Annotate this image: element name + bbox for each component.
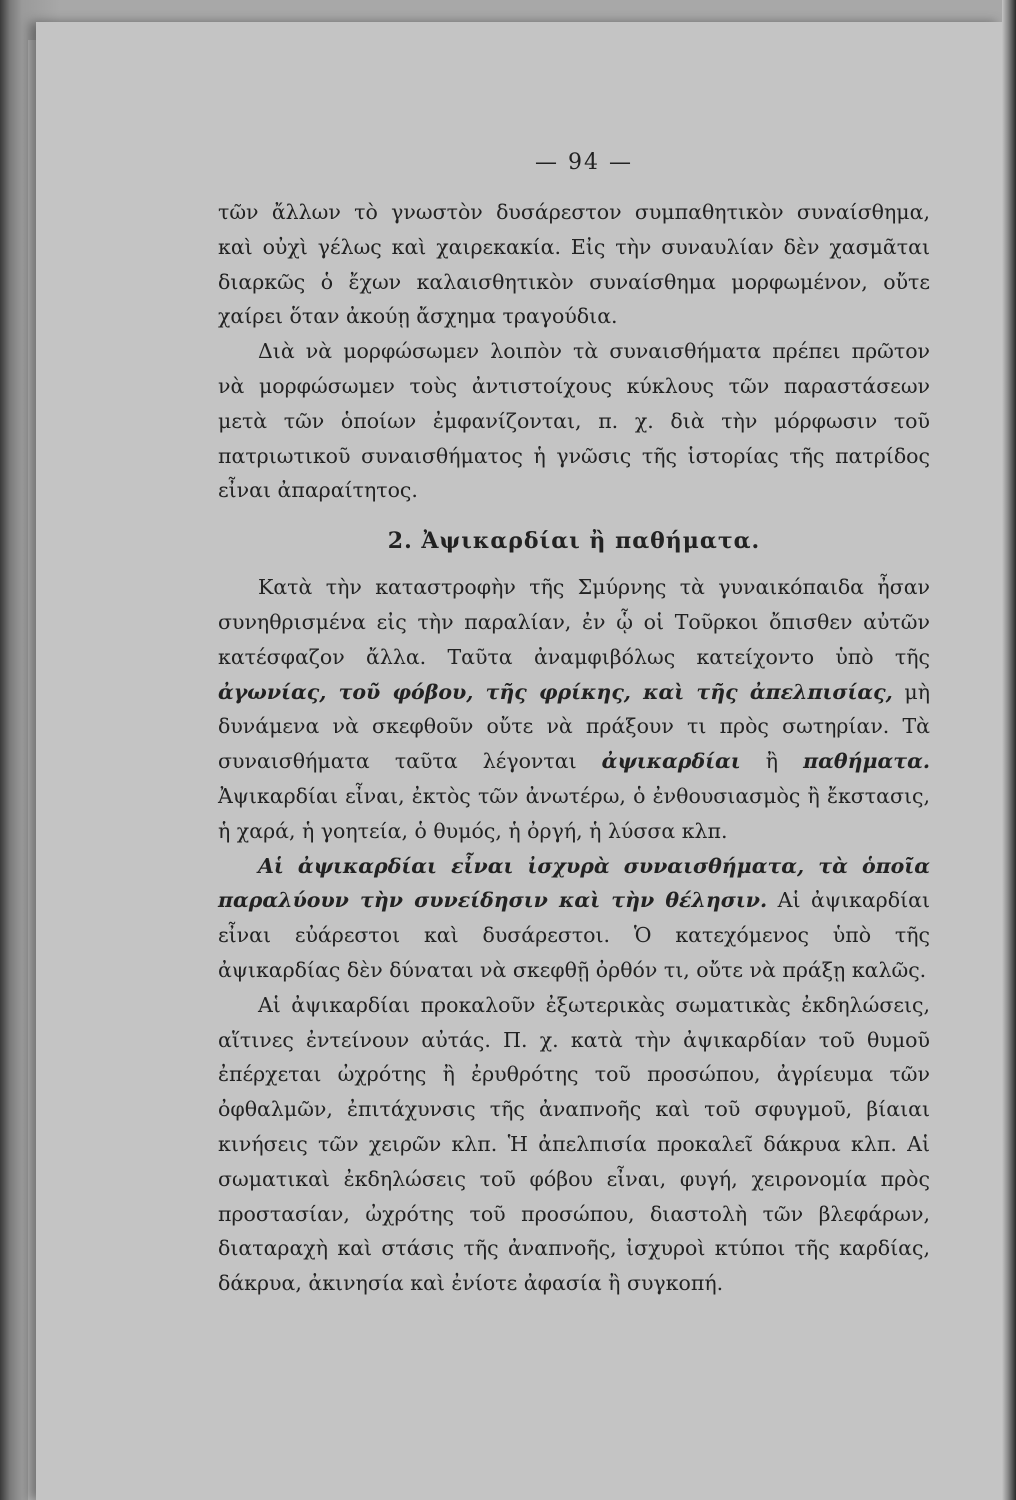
paragraph-4 [218,849,930,988]
paragraph-3-text-1: Κατὰ τὴν καταστροφὴν τῆς Σμύρνης τὰ γυναικόπαιδα ἦσαν συνηθρισμένα εἰς τὴν παραλίαν, ἐν ᾧ οἱ Τοῦρκοι ὄπισθεν αὐτῶν κατέσφαζον ἄλλα. Ταῦτα ἀναμφιβόλως κατείχοντο ὑπὸ τῆς [218,575,930,669]
paragraph-2: Διὰ νὰ μορφώσωμεν λοιπὸν τὰ συναισθήματα πρέπει πρῶτον νὰ μορφώσωμεν τοὺς ἀντιστοίχους κύκλους τῶν παραστάσεων μετὰ τῶν ὁποίων ἐμφανίζονται, π. χ. διὰ τὴν μόρφωσιν τοῦ πατριωτικοῦ συναισθήματος ἡ γνῶσις τῆς ἱστορίας τῆς πατρίδος εἶναι ἀπαραίτητος. [218,339,930,503]
paragraph-5: Αἱ ἀψικαρδίαι προκαλοῦν ἐξωτερικὰς σωματικὰς ἐκδηλώσεις, αἵτινες ἐντείνουν αὐτάς. Π. χ. κατὰ τὴν ἀψικαρδίαν τοῦ θυμοῦ ἐπέρχεται ὠχρότης ἢ ἐρυθρότης τοῦ προσώπου, ἀγρίευμα τῶν ὀφθαλμῶν, ἐπιτάχυνσις τῆς ἀναπνοῆς καὶ τοῦ σφυγμοῦ, βίαιαι κινήσεις τῶν χειρῶν κλπ. Ἡ ἀπελπισία προκαλεῖ δάκρυα κλπ. Αἱ σωματικαὶ ἐκδηλώσεις τοῦ φόβου εἶναι, φυγή, χειρονομία πρὸς προστασίαν, ὠχρότης τοῦ προσώπου, διαστολὴ τῶν βλεφάρων, διαταραχὴ καὶ στάσις τῆς ἀναπνοῆς, ἰσχυροὶ κτύποι τῆς καρδίας, δάκρυα, ἀκινησία καὶ ἐνίοτε ἀφασία ἢ συγκοπή. [218,992,930,1296]
binding-shadow [1002,0,1016,1500]
section-heading: 2. Ἀψικαρδίαι ἢ παθήματα. [387,528,761,555]
paragraph-3-text-4: Ἀψικαρδίαι εἶναι, ἐκτὸς τῶν ἀνωτέρω, ὁ ἐνθουσιασμὸς ἢ ἔκστασις, ἡ χαρά, ἡ γοητεία, ὁ θυμός, ἡ ὀργή, ἡ λύσσα κλπ. [218,783,930,843]
paragraph-4-text: Αἱ ἀψικαρδίαι εἶναι εὐάρεστοι καὶ δυσάρεστοι. Ὁ κατεχόμενος ὑπὸ τῆς ἀψικαρδίας δὲν δύναται νὰ σκεφθῇ ὀρθόν τι, οὔτε νὰ πράξῃ καλῶς. [218,888,930,982]
paragraph-3-emphasis-1: ἀγωνίας, τοῦ φόβου, τῆς φρίκης, καὶ τῆς ἀπελπισίας, [218,679,893,704]
paragraph-3-emphasis-3: παθήματα. [803,749,930,774]
paragraph-3 [218,570,930,848]
paragraph-3-text-3: ἢ [740,749,804,774]
paragraph-3-text-2: μὴ δυνάμενα νὰ σκεφθοῦν οὔτε νὰ πράξουν τι πρὸς σωτηρίαν. Τὰ συναισθήματα ταῦτα λέγονται [218,679,930,774]
paragraph-4-emphasis: Αἱ ἀψικαρδίαι εἶναι ἰσχυρὰ συναισθήματα, τὰ ὁποῖα παραλύουν τὴν συνείδησιν καὶ τὴν θέλησιν. [218,853,930,913]
page-number: — 94 — [535,150,633,175]
page-content [218,150,930,1301]
paragraph-1: τῶν ἄλλων τὸ γνωστὸν δυσάρεστον συμπαθητικὸν συναίσθημα, καὶ οὐχὶ γέλως καὶ χαιρεκακία. Εἰς τὴν συναυλίαν δὲν χασμᾶται διαρκῶς ὁ ἔχων καλαισθητικὸν συναίσθημα μορφωμένον, οὔτε χαίρει ὅταν ἀκούῃ ἄσχημα τραγούδια. [218,200,930,329]
paragraph-3-emphasis-2: ἀψικαρδίαι [601,749,741,774]
